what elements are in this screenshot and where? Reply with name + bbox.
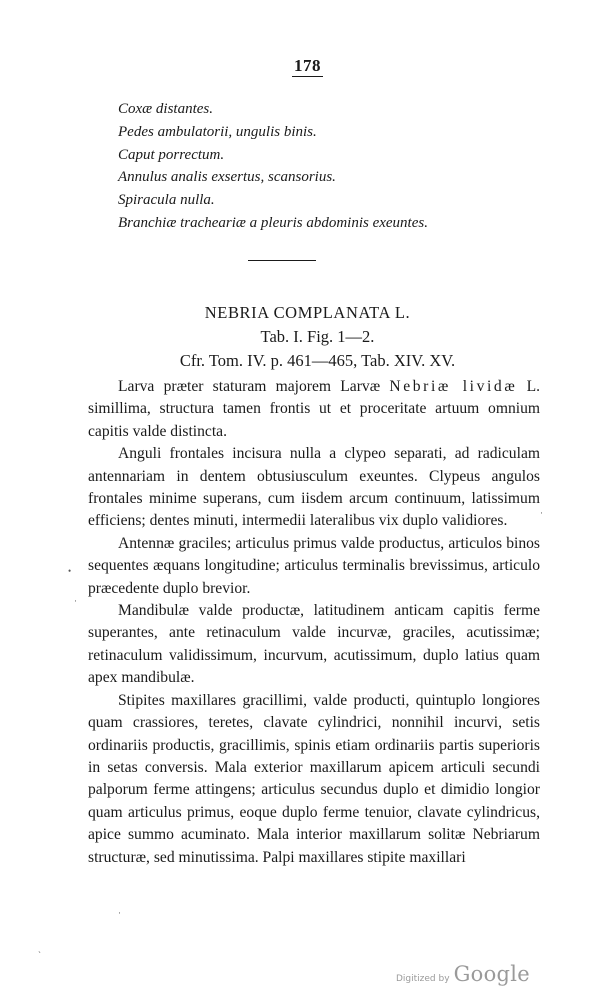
section-divider — [248, 260, 316, 261]
body-text — [88, 376, 540, 869]
paragraph: Stipites maxillares gracillimi, valde producti, quintuplo longiores quam crassiores, teretes, clavate cylindrici, nonnihil incurvi, setis ordinariis productis, gracillimis, spinis etiam ordinariis partis superioris in setas conversis. Mala exterior maxillarum apicem articuli secundi palporum ferme attingens; articulus secundus duplo et dimidio longior quam articulus primus, eoque duplo ferme tenuior, clavate cylindricus, apice summo acuminato. Mala interior maxillarum solitæ Nebriarum structuræ, sed minutissima. Palpi maxillares stipite maxillari — [88, 691, 540, 866]
list-item: Caput porrectum. — [118, 146, 225, 163]
section-title: NEBRIA COMPLANATA L. — [204, 303, 411, 322]
stray-mark: • — [68, 566, 72, 576]
list-item: Annulus analis exsertus, scansorius. — [118, 169, 336, 186]
watermark-prefix: Digitized by — [396, 974, 450, 984]
list-item: Pedes ambulatorii, ungulis binis. — [118, 123, 317, 140]
stray-mark: · — [118, 908, 121, 918]
paragraph-text: Larva præter staturam majorem Larvæ — [118, 378, 390, 395]
intro-list — [118, 98, 558, 235]
stray-mark: · — [540, 508, 543, 518]
list-item: Coxæ distantes. — [118, 101, 214, 117]
watermark-brand: Google — [453, 962, 531, 986]
paragraph — [88, 376, 540, 443]
stray-mark: ` — [38, 950, 41, 960]
cross-reference: Cfr. Tom. IV. p. 461—465, Tab. XIV. XV. — [179, 351, 456, 370]
spaced-species-name: Nebriæ lividæ — [389, 378, 518, 395]
paragraph: Mandibulæ valde productæ, latitudinem anticam capitis ferme superantes, ante retinaculum valde incurvæ, graciles, acutissimæ; retinaculum validissimum, incurvum, acutissimum, duplo latius quam apex mandibulæ. — [88, 602, 540, 687]
plate-reference: Tab. I. Fig. 1—2. — [260, 327, 375, 346]
paragraph-text: L. simillima, structura tamen frontis ut et proceritate artuum omnium capitis valde distincta. — [88, 378, 540, 440]
list-item: Spiracula nulla. — [118, 192, 215, 209]
digitized-watermark — [396, 962, 530, 986]
paragraph: Anguli frontales incisura nulla a clypeo separati, ad radiculam antennariam in dentem obtusiusculum exeuntes. Clypeus angulos frontales minime superans, cum iisdem arcum continuum, latissimum efficiens; dentes minuti, intermedii lateralibus vix duplo validiores. — [88, 445, 540, 530]
stray-mark: · — [74, 596, 77, 606]
list-item: Branchiæ tracheariæ a pleuris abdominis exeuntes. — [118, 214, 428, 231]
paragraph: Antennæ graciles; articulus primus valde productus, articulos binos sequentes æquans longitudine; articulus terminalis brevissimus, articulo præcedente duplo brevior. — [88, 534, 540, 597]
page-number: 178 — [294, 56, 321, 75]
